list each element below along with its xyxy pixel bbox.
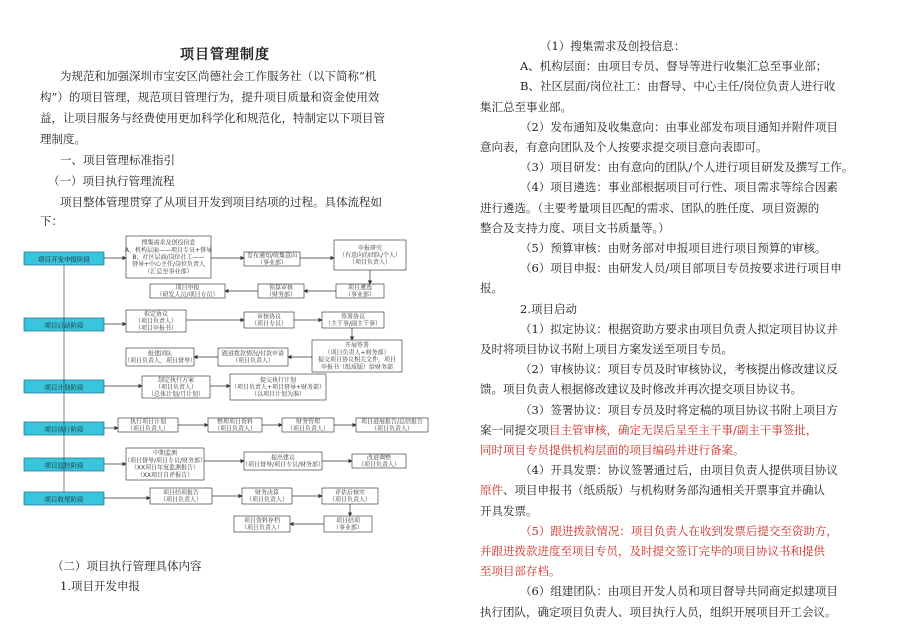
right-text-line: （5）预算审核：由财务部对申报项目进行项目预算的审核。	[520, 241, 827, 255]
right-text-line: （2）审核协议：项目专员及时审核协议，考核提出修改建议反	[520, 362, 838, 377]
collect-label: 搜集需求及创投信息	[141, 239, 196, 247]
close-label: 项目结项报告	[162, 489, 200, 497]
right-text-line: 执行团队，确定项目负责人、项目执行人员，组织开展项目开工会议。	[480, 604, 837, 619]
intro-line-3: 益，让项目服务与经费使用更加科学化和规范化，特制定以下项目管	[40, 111, 385, 125]
right-text-line: （6）组建团队：由项目开发人员和项目督导共同商定拟建项目	[520, 584, 838, 599]
right-text-line: 报。	[480, 281, 503, 296]
collect-label: 督导+中心主任/岗位负责人	[131, 261, 206, 269]
right-text-line: 原件、项目申报书（纸质版）与机构财务部沟通相关开票事宜并确认	[480, 483, 825, 498]
right-text-line: （3）签署协议：项目专员及时将定稿的项目协议书附上项目方	[520, 402, 838, 417]
suggest-label: 提出建议	[270, 454, 296, 462]
archive-label: （项目负责人）	[240, 524, 284, 532]
collect-label: （汇总至事业部）	[144, 268, 193, 276]
monitor-label: （项目督导/项目专员/财务部）	[123, 457, 207, 465]
subsection-heading-1: （一）项目执行管理流程	[48, 174, 175, 188]
right-text-line: 2.项目启动	[520, 301, 577, 316]
right-text-line: （4）开具发票：协议签署通过后，由项目负责人提供项目协议	[520, 463, 838, 478]
data-label: （项目负责人）	[213, 425, 257, 433]
review-label: 审核协议	[256, 313, 282, 321]
closeout-label: （事业部）	[332, 524, 364, 532]
select-label: 项目遴选	[347, 284, 373, 292]
improve-label: （项目负责人）	[357, 461, 401, 469]
right-text-line: 馈。项目负责人根据修改建议及时修改并再次提交项目协议书。	[480, 382, 802, 397]
subsection-heading-2: （二）项目执行管理具体内容	[52, 559, 202, 573]
right-text-line: 意向表，有意向团队及个人按要求提交项目意向表即可。	[480, 140, 768, 154]
close-label: （项目负责人）	[159, 496, 203, 504]
flow-intro-line-2: 下：	[40, 214, 63, 228]
item-heading-1: 1.项目开发申报	[60, 579, 140, 593]
collect-label: B、社区层面/岗位社工——	[132, 254, 205, 261]
monitor-label: （XX项目自评报告）	[136, 471, 194, 479]
budget-label: （财务部）	[265, 291, 297, 299]
research-label: 申报研究	[357, 244, 383, 252]
monitor-label: 中期监测	[152, 450, 178, 458]
closeout-label: 项目结项	[335, 517, 361, 525]
draft-label: （项目申报书）	[134, 325, 178, 333]
right-text-line: A、机构层面：由项目专员、督导等进行收集汇总至事业部；	[520, 59, 828, 74]
stage-4-label: 项目执行阶段	[44, 425, 84, 434]
right-text-line: （3）项目研发：由有意向的团队/个人进行项目研发及撰写工作。	[520, 160, 854, 175]
budget-label: 预算审核	[268, 284, 294, 292]
finance-label: （项目负责人）	[286, 425, 330, 433]
right-text-line: 至项目部存档。	[480, 564, 561, 579]
stage-2-label: 项目启动阶段	[44, 321, 84, 330]
right-text-line: 进行遴选。（主要考量项目匹配的需求、团队的胜任度、项目资源的	[480, 200, 820, 215]
plan-label: （总体计划/月计划）	[147, 391, 205, 399]
notice-label: （事业部）	[256, 259, 288, 267]
declare-label: （研发人员/项目专员）	[156, 291, 219, 299]
team-label: 组建团队	[147, 350, 173, 358]
research-label: （有意向的团队/个人）	[338, 252, 402, 259]
approve-label: （以项目计划为准）	[250, 391, 306, 399]
funds-label: （项目负责人）	[231, 357, 275, 365]
eval-label: 评估后核实	[334, 489, 366, 497]
eval-label: （项目负责人）	[328, 496, 372, 504]
funds-label: 跟进拨款情况/付款申请	[221, 350, 285, 358]
right-text-line: 整合及支持力度、项目文书质量等。）	[480, 220, 670, 235]
right-text-line: （1）搜集需求及创投信息：	[540, 39, 686, 53]
intro-line-1: 为规范和加强深圳市宝安区尚德社会工作服务社（以下简称“机	[60, 69, 377, 83]
stage-6-label: 项目收尾阶段	[44, 495, 84, 504]
report-label: （项目负责人）	[370, 425, 414, 433]
right-text-line: 并跟进拨款进度至项目专员，及时提交签订完毕的项目协议书和提供	[480, 544, 825, 558]
right-text-line: 集汇总至事业部。	[480, 99, 572, 114]
right-text-line: 案一同提交项目主管审核，确定无误后呈至主干事/副主干事签批，	[480, 422, 818, 437]
suggest-label: （项目督导/项目专员/财务部）	[241, 461, 325, 469]
research-label: （项目负责人）	[348, 259, 392, 267]
stage-5-label: 项目监控阶段	[44, 461, 84, 470]
stage-3-label: 项目计划阶段	[44, 383, 84, 392]
sign-label: （主干事/副主干事）	[324, 320, 382, 328]
plan-label: （项目负责人）	[154, 384, 198, 391]
right-text-line: 同时项目专员提供机构层面的项目编码并进行备案。	[480, 443, 745, 457]
archive-label: 项目资料存档	[243, 517, 281, 525]
project-flowchart	[22, 230, 442, 550]
report-label: 项目进展报告/总结报告	[360, 418, 424, 426]
select-label: （事业部）	[344, 291, 376, 299]
exec-label: （项目负责人）	[126, 425, 170, 433]
kickoff-label: 开展签署	[344, 342, 370, 350]
right-text-line: （4）项目遴选：事业部根据项目可行性、项目需求等综合因素	[520, 180, 838, 195]
intro-line-2: 构”）的项目管理，规范项目管理行为，提升项目质量和资金使用效	[40, 90, 380, 104]
settle-label: 财务决算	[254, 489, 280, 497]
right-text-line: （2）发布通知及收集意向：由事业部发布项目通知并附件项目	[520, 119, 838, 134]
declare-label: 项目申报	[175, 284, 200, 292]
document-title: 项目管理制度	[180, 47, 270, 63]
stage-1-label: 项目开发申报阶段	[38, 255, 90, 264]
kickoff-label: 提交项目协议相关文件，项目	[317, 356, 397, 364]
monitor-label: （XX项目年度监测报告）	[130, 464, 200, 472]
flow-intro-line-1: 项目整体管理贯穿了从项目开发到项目结项的过程。具体流程如	[60, 195, 382, 209]
settle-label: （项目负责人）	[245, 496, 289, 504]
draft-label: （项目负责人）	[134, 318, 178, 325]
kickoff-label: （项目负责人+财务部）	[324, 349, 390, 357]
plan-label: 制定执行方案	[157, 376, 195, 384]
improve-label: 改进调整	[366, 454, 392, 462]
right-text-line: （1）拟定协议：根据资助方要求由项目负责人拟定项目协议并	[520, 321, 838, 336]
kickoff-label: 申报书（纸质版）给财务部	[320, 363, 394, 371]
exec-label: 执行项目计划	[129, 418, 167, 426]
approve-label: 提交执行计划	[259, 376, 297, 384]
data-label: 整理项目资料	[216, 418, 254, 426]
team-label: （项目负责人，项目督导）	[123, 357, 197, 365]
section-heading-1: 一、项目管理标准指引	[60, 153, 175, 167]
right-text-line: 开具发票。	[480, 503, 538, 518]
right-text-line: （6）项目申报：由研发人员/项目部项目专员按要求进行项目申	[520, 261, 842, 276]
draft-label: 拟定协议	[143, 310, 169, 318]
right-text-line: 及时将项目协议书附上项目方案发送至项目专员。	[480, 342, 733, 356]
right-text-line: （5）跟进拨款情况：项目负责人在收到发票后提交至资助方，	[520, 523, 838, 538]
approve-label: （项目负责人+项目督导+财务部）	[230, 384, 326, 391]
sign-label: 签署协议	[340, 313, 366, 321]
collect-label: A、机构层面——项目专员+督导	[124, 246, 213, 254]
intro-line-4: 理制度。	[40, 132, 86, 146]
review-label: （项目专员）	[250, 320, 288, 328]
right-text-line: B、社区层面/岗位社工：由督导、中心主任/岗位负责人进行收	[520, 79, 836, 94]
notice-label: 发布通知/收集意向	[246, 252, 298, 260]
finance-label: 财务管理	[295, 418, 321, 426]
